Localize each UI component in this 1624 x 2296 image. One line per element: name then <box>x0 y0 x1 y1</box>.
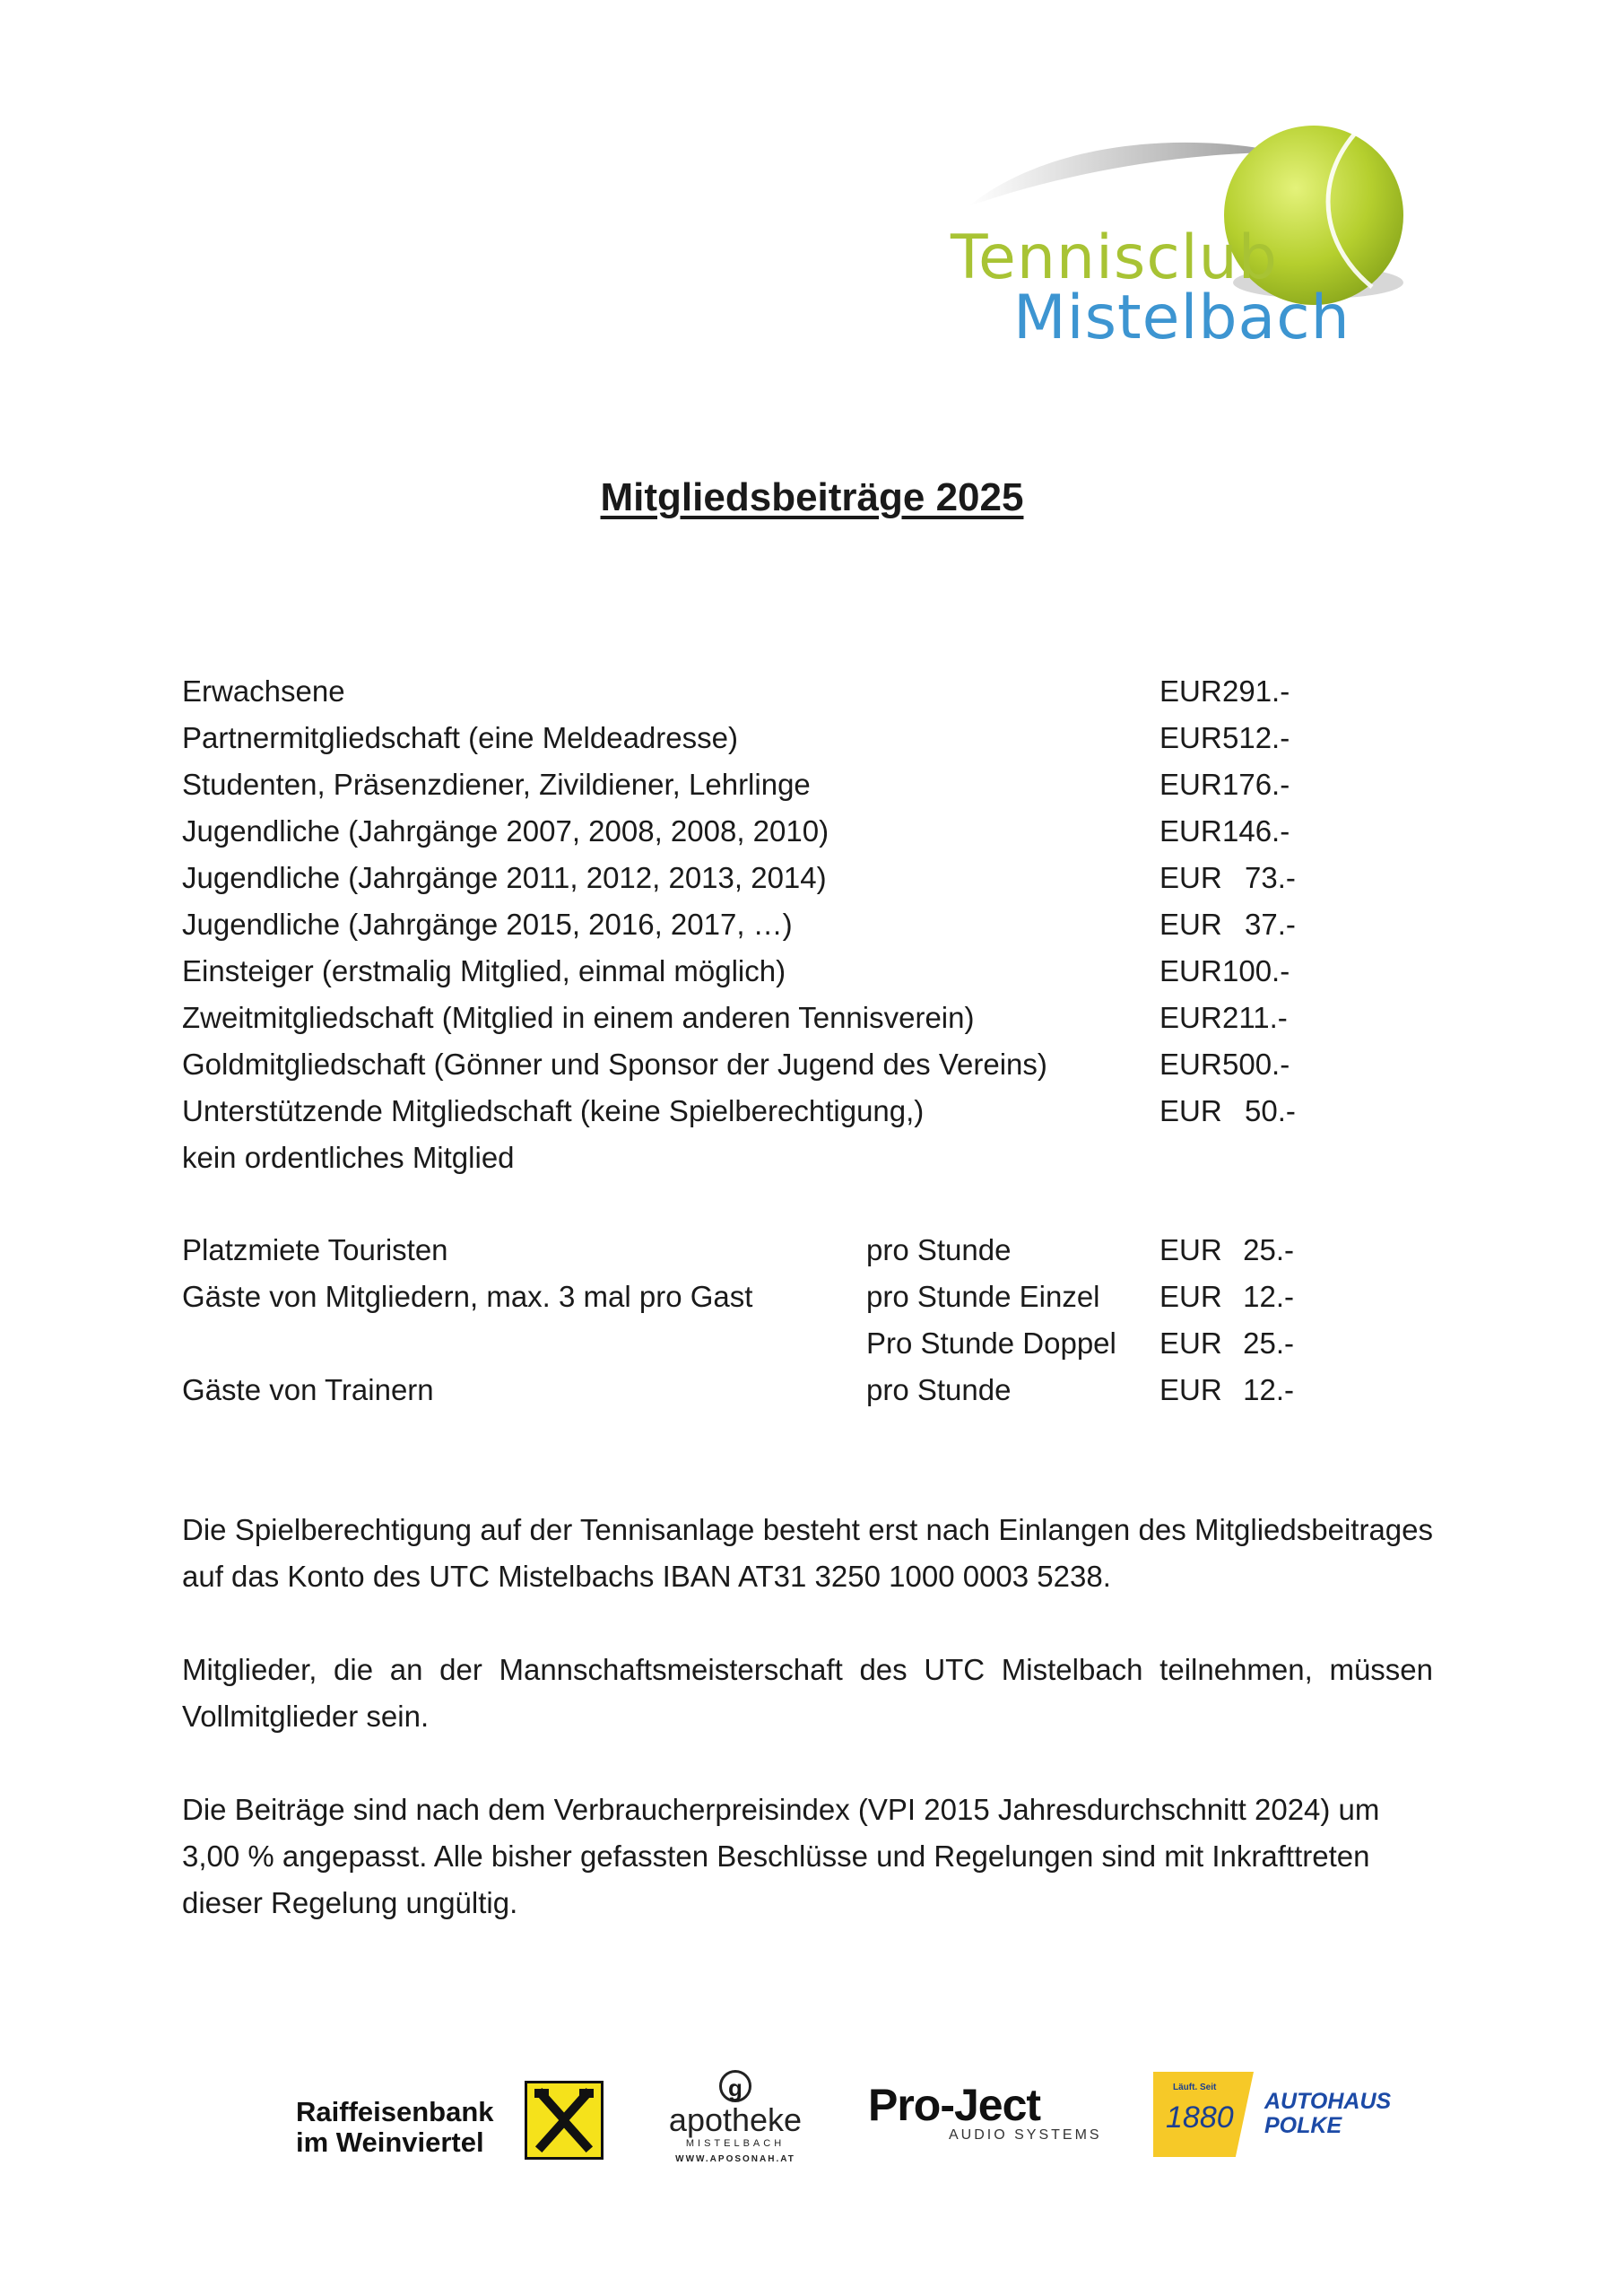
fee-label: Partnermitgliedschaft (eine Meldeadresse) <box>182 721 738 754</box>
guest-row <box>182 1274 1348 1320</box>
fee-currency: EUR <box>1159 908 1222 941</box>
sponsor-project-logo <box>868 2079 1102 2160</box>
guest-amount: 12.- <box>1243 1373 1294 1406</box>
fee-row <box>182 1088 1348 1135</box>
fee-currency: EUR <box>1159 814 1222 848</box>
sponsor-raiffeisenbank-logo <box>296 2081 605 2166</box>
fee-amount: 512.- <box>1222 721 1290 754</box>
project-name: Pro-Ject <box>868 2080 1041 2130</box>
guest-amount: 25.- <box>1243 1233 1294 1266</box>
fee-row <box>182 1041 1348 1088</box>
raiffeisen-line2: im Weinviertel <box>296 2126 484 2158</box>
guest-currency: EUR <box>1159 1280 1222 1313</box>
fee-amount: 500.- <box>1222 1048 1290 1081</box>
guest-row <box>182 1367 1348 1413</box>
fee-label: Jugendliche (Jahrgänge 2015, 2016, 2017, …) <box>182 908 793 941</box>
fee-amount: 211.- <box>1222 1001 1288 1034</box>
fee-label: Erwachsene <box>182 674 345 708</box>
fee-row <box>182 808 1348 855</box>
logo-text-tennisclub: Tennisclub <box>951 222 1278 293</box>
fee-row <box>182 948 1348 995</box>
fee-row <box>182 855 1348 901</box>
autohaus-text <box>1264 2090 1391 2138</box>
fee-label: Goldmitgliedschaft (Gönner und Sponsor der Jugend des Vereins) <box>182 1048 1047 1081</box>
fee-currency: EUR <box>1159 861 1222 894</box>
raiffeisen-gable-cross-icon <box>525 2081 604 2160</box>
guest-unit: pro Stunde <box>866 1233 1012 1266</box>
guest-unit: pro Stunde Einzel <box>866 1280 1100 1313</box>
membership-fee-list <box>182 668 1348 1181</box>
club-logo <box>906 117 1417 359</box>
fee-amount: 50.- <box>1245 1094 1296 1127</box>
fee-currency: EUR <box>1159 674 1222 708</box>
sponsor-apotheke-logo <box>664 2070 807 2178</box>
fee-row <box>182 668 1348 715</box>
fee-label: Unterstützende Mitgliedschaft (keine Spielberechtigung,) <box>182 1094 925 1127</box>
guest-row <box>182 1227 1348 1274</box>
fee-row <box>182 1135 1348 1181</box>
paragraph-play-permission: Die Spielberechtigung auf der Tennisanlage besteht erst nach Einlangen des Mitgliedsbeitrages auf das Konto des UTC Mistelbachs IBAN AT31 3250 1000 0003 5238. <box>182 1513 1433 1593</box>
apotheke-g-icon: g <box>719 2070 751 2102</box>
autohaus-line2: POLKE <box>1264 2113 1342 2138</box>
fee-currency: EUR <box>1159 1048 1222 1081</box>
fee-currency: EUR <box>1159 1001 1222 1034</box>
fee-row <box>182 901 1348 948</box>
paragraph-team-championship: Mitglieder, die an der Mannschaftsmeisterschaft des UTC Mistelbach teilnehmen, müssen Vollmitglieder sein. <box>182 1653 1433 1733</box>
autohaus-small: Läuft. Seit <box>1173 2083 1217 2092</box>
guest-amount: 25.- <box>1243 1326 1294 1360</box>
fee-amount: 73.- <box>1245 861 1296 894</box>
raiffeisen-line1: Raiffeisenbank <box>296 2096 494 2127</box>
guest-unit: pro Stunde <box>866 1373 1012 1406</box>
guest-label: Platzmiete Touristen <box>182 1233 448 1266</box>
fee-currency: EUR <box>1159 768 1222 801</box>
apotheke-sub: MISTELBACH <box>685 2138 786 2149</box>
fee-row <box>182 715 1348 761</box>
guest-label: Gäste von Trainern <box>182 1373 434 1406</box>
logo-text-mistelbach: Mistelbach <box>1013 283 1350 353</box>
apotheke-name: apotheke <box>668 2101 803 2138</box>
guest-currency: EUR <box>1159 1326 1222 1360</box>
raiffeisen-text <box>296 2097 494 2158</box>
fee-row <box>182 761 1348 808</box>
fee-label: Zweitmitgliedschaft (Mitglied in einem anderen Tennisverein) <box>182 1001 975 1034</box>
fee-label: Einsteiger (erstmalig Mitglied, einmal möglich) <box>182 954 786 987</box>
sponsor-autohaus-polke-logo <box>1153 2072 1422 2157</box>
fee-currency: EUR <box>1159 721 1222 754</box>
fee-amount: 100.- <box>1222 954 1290 987</box>
fee-amount: 37.- <box>1245 908 1296 941</box>
fee-label: Jugendliche (Jahrgänge 2007, 2008, 2008, 2010) <box>182 814 829 848</box>
guest-row <box>182 1320 1348 1367</box>
guest-fee-list <box>182 1227 1348 1413</box>
fee-amount: 176.- <box>1222 768 1290 801</box>
autohaus-year: 1880 <box>1166 2100 1234 2135</box>
guest-label: Gäste von Mitgliedern, max. 3 mal pro Gast <box>182 1280 753 1313</box>
guest-amount: 12.- <box>1243 1280 1294 1313</box>
guest-currency: EUR <box>1159 1373 1222 1406</box>
fee-label: Jugendliche (Jahrgänge 2011, 2012, 2013, 2014) <box>182 861 827 894</box>
paragraph-price-index: Die Beiträge sind nach dem Verbraucherpreisindex (VPI 2015 Jahresdurchschnitt 2024) um 3,00 % angepasst. Alle bisher gefassten Beschlüsse und Regelungen sind mit Inkrafttreten dieser Regelung ungültig. <box>182 1793 1380 1919</box>
guest-unit: Pro Stunde Doppel <box>866 1326 1116 1360</box>
guest-currency: EUR <box>1159 1233 1222 1266</box>
fee-label: Studenten, Präsenzdiener, Zivildiener, Lehrlinge <box>182 768 811 801</box>
fee-currency: EUR <box>1159 954 1222 987</box>
apotheke-url: WWW.APOSONAH.AT <box>675 2154 795 2164</box>
page-title: Mitgliedsbeiträge 2025 <box>600 475 1024 519</box>
fee-amount: 146.- <box>1222 814 1290 848</box>
fee-label: kein ordentliches Mitglied <box>182 1141 515 1174</box>
fee-row <box>182 995 1348 1041</box>
project-sub: AUDIO SYSTEMS <box>949 2127 1102 2143</box>
fee-amount: 291.- <box>1222 674 1290 708</box>
fee-currency: EUR <box>1159 1094 1222 1127</box>
autohaus-line1: AUTOHAUS <box>1264 2089 1392 2114</box>
